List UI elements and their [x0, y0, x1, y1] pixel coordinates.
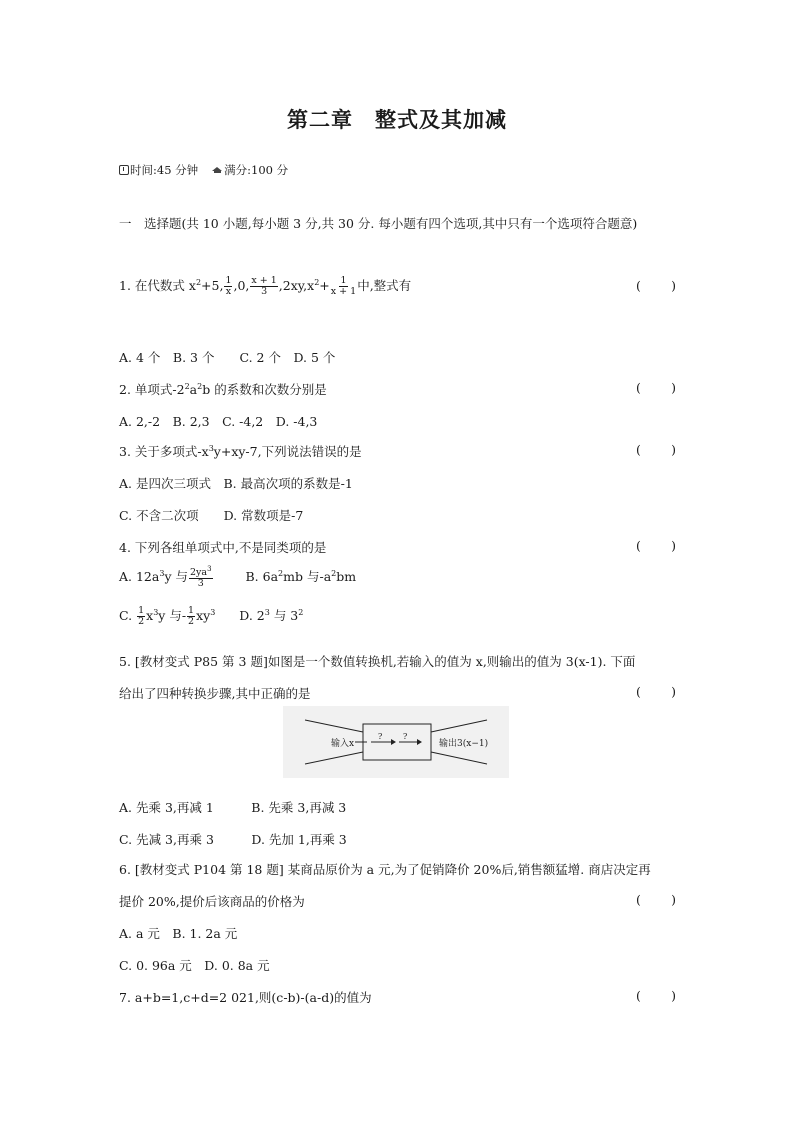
answer-blank-6: ( )	[636, 892, 676, 907]
graduation-cap-icon	[212, 167, 223, 174]
question-5-stem-line2: 给出了四种转换步骤,其中正确的是	[119, 686, 311, 701]
question-4-stem: 4. 下列各组单项式中,不是同类项的是	[119, 540, 327, 555]
output-label: 输出3(x−1)	[439, 739, 489, 749]
question-7-stem: 7. a+b=1,c+d=2 021,则(c-b)-(a-d)的值为	[119, 990, 372, 1005]
question-4-options-row2: C. $\frac{1}{2}$ $x^3y$ 与- $\frac{1}{2}$ $xy^3$ D. $2^3$ 与 $3^2$	[119, 605, 304, 627]
question-3-options-row2: C. 不含二次项 D. 常数项是-7	[119, 508, 304, 523]
time-limit: 时间:45 分钟	[130, 163, 199, 177]
exam-meta	[119, 162, 288, 178]
question-5-stem-line1: 5. [教材变式 P85 第 3 题]如图是一个数值转换机,若输入的值为 x,则输出的值为 3(x-1). 下面	[119, 654, 636, 669]
fraction: $\frac{2ya^3}{3}$	[189, 565, 212, 590]
question-6-stem-line2: 提价 20%,提价后该商品的价格为	[119, 894, 305, 909]
fraction: $\frac{1}{2}$	[188, 605, 195, 627]
step1-label: ?	[378, 732, 383, 741]
input-label: 输入x	[331, 739, 355, 749]
fraction: $\frac{x + 1}{3}$	[251, 275, 277, 297]
step2-label: ?	[403, 732, 408, 741]
question-2-options: A. 2,-2 B. 2,3 C. -4,2 D. -4,3	[119, 414, 318, 429]
conversion-machine-diagram	[283, 706, 509, 778]
question-3-options-row1: A. 是四次三项式 B. 最高次项的系数是-1	[119, 476, 353, 491]
conversion-machine-figure	[283, 706, 509, 778]
answer-blank-2: ( )	[636, 380, 676, 395]
answer-blank-3: ( )	[636, 442, 676, 457]
answer-blank-7: ( )	[636, 988, 676, 1003]
question-6-stem-line1: 6. [教材变式 P104 第 18 题] 某商品原价为 a 元,为了促销降价 20%后,销售额猛增. 商店决定再	[119, 862, 651, 877]
question-5-options-row2: C. 先减 3,再乘 3 D. 先加 1,再乘 3	[119, 832, 347, 847]
question-3-stem: 3. 关于多项式$-x^3y+xy-7$,下列说法错误的是	[119, 444, 362, 459]
fraction: $\frac{1}{x + 1}$	[330, 275, 357, 297]
question-2-stem: 2. 单项式$-2^2a^2b$ 的系数和次数分别是	[119, 382, 327, 397]
question-6-options-row1: A. a 元 B. 1. 2a 元	[119, 926, 238, 941]
fraction: $\frac{1}{x}$	[225, 275, 232, 297]
question-5-options-row1: A. 先乘 3,再减 1 B. 先乘 3,再减 3	[119, 800, 347, 815]
answer-blank-4: ( )	[636, 538, 676, 553]
question-4-options-row1: A. $12a^3y$ 与 $\frac{2ya^3}{3}$ B. $6a^2mb$ 与$-a^2bm$	[119, 565, 357, 590]
fraction: $\frac{1}{2}$	[138, 605, 145, 627]
question-1-options: A. 4 个 B. 3 个 C. 2 个 D. 5 个	[119, 350, 336, 365]
question-1-stem: 1. 在代数式 $x^2+5$, $\frac{1}{x}$ ,0, $\frac{x + 1}{3}$ $,2xy,x^2+$ $\frac{1}{x + 1}$ 中,整式有	[119, 275, 412, 297]
full-score: 满分:100 分	[224, 163, 289, 177]
answer-blank-5: ( )	[636, 684, 676, 699]
answer-blank-1: ( )	[636, 278, 676, 293]
question-6-options-row2: C. 0. 96a 元 D. 0. 8a 元	[119, 958, 270, 973]
clock-icon	[119, 165, 129, 175]
section-heading: 一 选择题(共 10 小题,每小题 3 分,共 30 分. 每小题有四个选项,其中只有一个选项符合题意)	[119, 216, 638, 231]
page-title: 第二章 整式及其加减	[287, 107, 507, 132]
